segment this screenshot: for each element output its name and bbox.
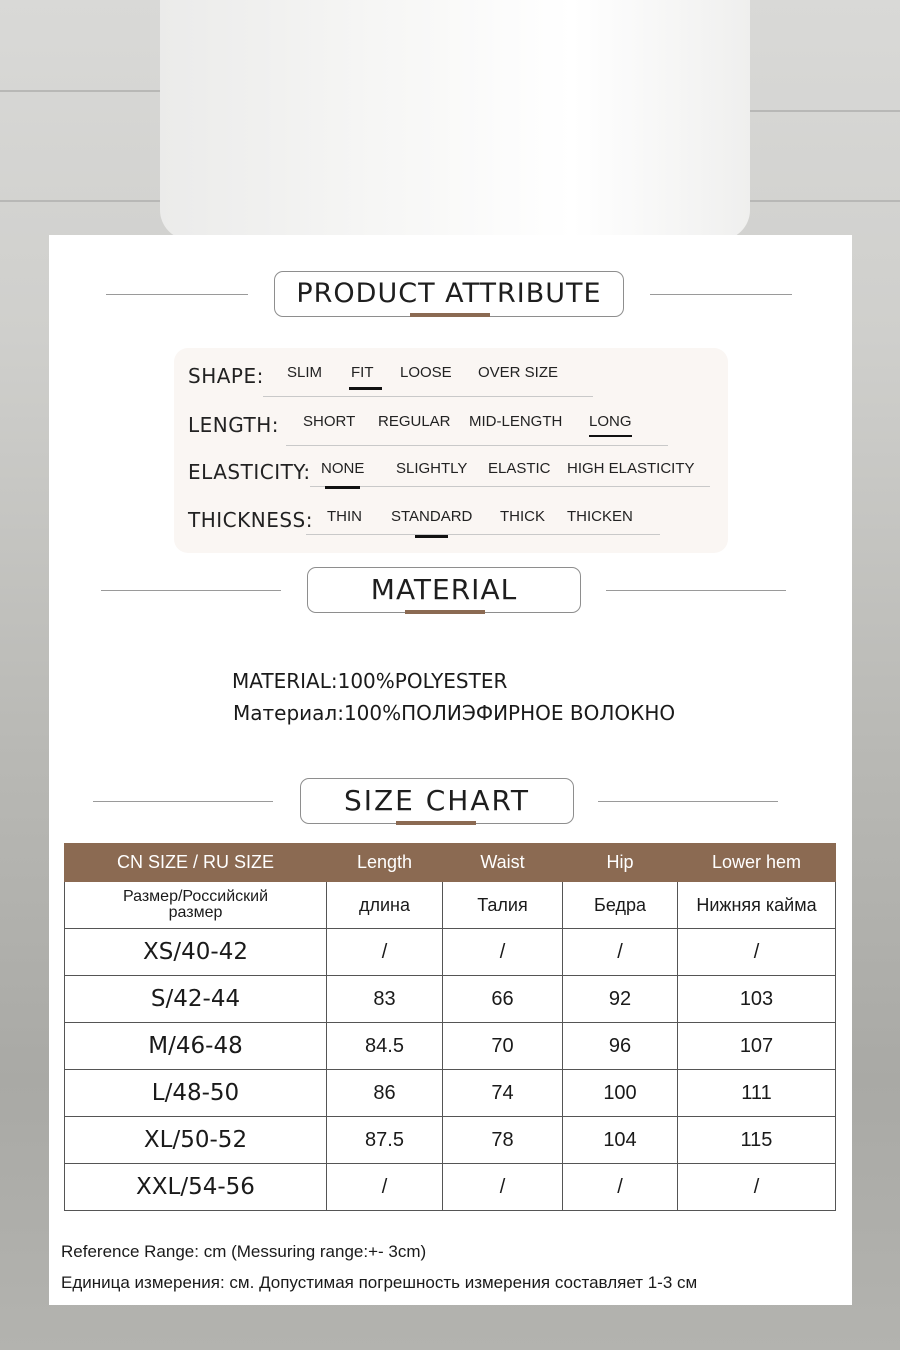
- attr-option: MID-LENGTH: [469, 413, 563, 430]
- column-header-ru: длина: [327, 882, 443, 929]
- background-plank: [750, 200, 900, 202]
- background-plank: [0, 200, 160, 202]
- value-cell: /: [563, 929, 678, 976]
- table-row: [65, 1023, 836, 1070]
- title-accent-bar: [405, 610, 485, 614]
- attr-underline: [306, 534, 660, 535]
- value-cell: 104: [563, 1117, 678, 1164]
- attr-row-shape: [188, 360, 728, 400]
- size-cell: XXL/54-56: [65, 1164, 327, 1211]
- table-row: [65, 1117, 836, 1164]
- attr-option-selected: STANDARD: [391, 508, 472, 525]
- value-cell: /: [443, 929, 563, 976]
- size-chart-table: [64, 843, 836, 1211]
- attr-option: THIN: [327, 508, 362, 525]
- size-cell: XS/40-42: [65, 929, 327, 976]
- background-plank: [0, 90, 160, 92]
- value-cell: /: [678, 1164, 836, 1211]
- column-header: Waist: [443, 844, 563, 882]
- attr-label: ELASTICITY:: [188, 460, 311, 484]
- column-header: CN SIZE / RU SIZE: [65, 844, 327, 882]
- attr-option-selected: LONG: [589, 413, 632, 430]
- table-header-row-ru: [65, 882, 836, 929]
- material-header: [49, 567, 852, 617]
- table-row: [65, 929, 836, 976]
- value-cell: /: [563, 1164, 678, 1211]
- table-row: [65, 1070, 836, 1117]
- size-cell: M/46-48: [65, 1023, 327, 1070]
- value-cell: 103: [678, 976, 836, 1023]
- title-accent-bar: [410, 313, 490, 317]
- background-garment-photo: [160, 0, 750, 240]
- value-cell: 111: [678, 1070, 836, 1117]
- value-cell: 115: [678, 1117, 836, 1164]
- value-cell: /: [443, 1164, 563, 1211]
- value-cell: 107: [678, 1023, 836, 1070]
- value-cell: 78: [443, 1117, 563, 1164]
- material-text-ru: Материал:100%ПОЛИЭФИРНОЕ ВОЛОКНО: [233, 701, 676, 725]
- attr-underline: [310, 486, 710, 487]
- attr-row-length: [188, 409, 728, 449]
- attr-option: THICK: [500, 508, 545, 525]
- table-row: [65, 1164, 836, 1211]
- divider-line: [598, 801, 778, 802]
- column-header-ru: Размер/Российский размер: [65, 882, 327, 929]
- value-cell: 87.5: [327, 1117, 443, 1164]
- attr-option: SLIGHTLY: [396, 460, 468, 477]
- attr-option: THICKEN: [567, 508, 633, 525]
- size-cell: L/48-50: [65, 1070, 327, 1117]
- attr-option: SLIM: [287, 364, 323, 381]
- size-chart-title: SIZE CHART: [300, 778, 574, 824]
- value-cell: 84.5: [327, 1023, 443, 1070]
- material-title: MATERIAL: [307, 567, 581, 613]
- value-cell: 100: [563, 1070, 678, 1117]
- column-header: Lower hem: [678, 844, 836, 882]
- size-cell: XL/50-52: [65, 1117, 327, 1164]
- attr-label: THICKNESS:: [188, 508, 313, 532]
- product-info-card: [49, 235, 852, 1305]
- attr-row-elasticity: [188, 456, 728, 496]
- value-cell: 86: [327, 1070, 443, 1117]
- attr-option: OVER SIZE: [478, 364, 559, 381]
- value-cell: 92: [563, 976, 678, 1023]
- attr-underline: [263, 396, 593, 397]
- attr-option: LOOSE: [400, 364, 452, 381]
- divider-line: [101, 590, 281, 591]
- column-header-ru: Талия: [443, 882, 563, 929]
- value-cell: /: [327, 1164, 443, 1211]
- attr-option: HIGH ELASTICITY: [567, 460, 695, 477]
- attr-underline: [286, 445, 668, 446]
- attr-option-selected: NONE: [321, 460, 364, 477]
- value-cell: 66: [443, 976, 563, 1023]
- value-cell: 74: [443, 1070, 563, 1117]
- material-text-en: MATERIAL:100%POLYESTER: [232, 669, 508, 693]
- table-row: [65, 976, 836, 1023]
- table-header-row: [65, 844, 836, 882]
- reference-note-en: Reference Range: cm (Messuring range:+- 3cm): [61, 1242, 427, 1261]
- title-accent-bar: [396, 821, 476, 825]
- value-cell: /: [327, 929, 443, 976]
- attr-option: REGULAR: [378, 413, 451, 430]
- value-cell: 83: [327, 976, 443, 1023]
- reference-note-ru: Единица измерения: см. Допустимая погрешность измерения составляет 1-3 см: [61, 1273, 698, 1292]
- attr-label: SHAPE:: [188, 364, 264, 388]
- value-cell: /: [678, 929, 836, 976]
- divider-line: [106, 294, 248, 295]
- attr-label: LENGTH:: [188, 413, 280, 437]
- product-attribute-header: [49, 271, 852, 321]
- product-attribute-title: PRODUCT ATTRIBUTE: [274, 271, 624, 317]
- divider-line: [93, 801, 273, 802]
- value-cell: 96: [563, 1023, 678, 1070]
- attribute-panel: [174, 348, 728, 553]
- attr-option: ELASTIC: [488, 460, 551, 477]
- column-header: Hip: [563, 844, 678, 882]
- background-plank: [750, 110, 900, 112]
- size-chart-header: [49, 778, 852, 828]
- divider-line: [650, 294, 792, 295]
- value-cell: 70: [443, 1023, 563, 1070]
- divider-line: [606, 590, 786, 591]
- attr-option-selected: FIT: [351, 364, 374, 381]
- attr-row-thickness: [188, 504, 728, 544]
- attr-option: SHORT: [303, 413, 356, 430]
- size-cell: S/42-44: [65, 976, 327, 1023]
- column-header: Length: [327, 844, 443, 882]
- column-header-ru: Бедра: [563, 882, 678, 929]
- column-header-ru: Нижняя кайма: [678, 882, 836, 929]
